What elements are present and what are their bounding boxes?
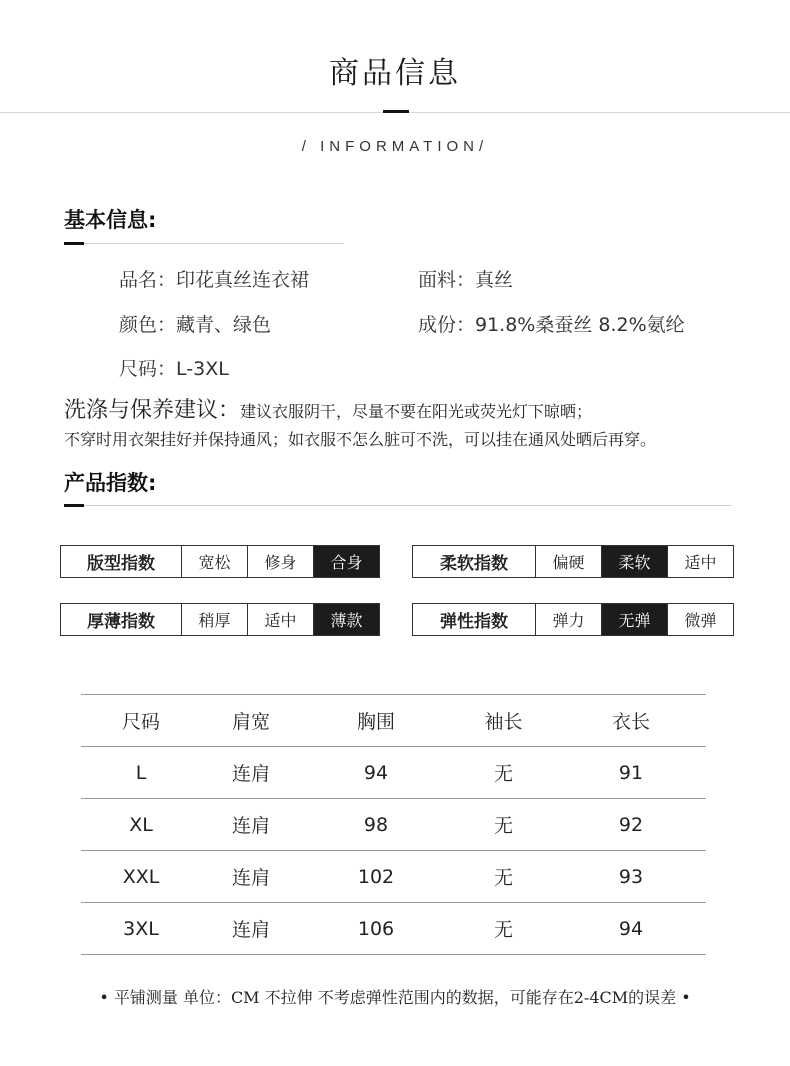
table-cell: 93 <box>556 851 706 903</box>
product-color: 颜色：藏青、绿色 <box>119 314 272 336</box>
table-cell: 无 <box>451 851 556 903</box>
table-cell: 3XL <box>81 903 201 955</box>
table-cell: 无 <box>451 747 556 799</box>
table-cell: 连肩 <box>201 747 301 799</box>
index-option-selected: 薄款 <box>313 604 379 635</box>
index-option: 宽松 <box>181 546 247 577</box>
index-mark <box>64 504 84 507</box>
table-cell: 无 <box>451 903 556 955</box>
index-rule <box>64 505 732 506</box>
table-cell: XL <box>81 799 201 851</box>
index-thickness <box>60 603 380 636</box>
index-option: 偏硬 <box>535 546 601 577</box>
table-cell: 连肩 <box>201 903 301 955</box>
index-option: 适中 <box>667 546 733 577</box>
size-table <box>81 694 706 955</box>
index-option: 微弹 <box>667 604 733 635</box>
measurement-note: • 平铺测量 单位：CM 不拉伸 不考虑弹性范围内的数据，可能存在2-4CM的误差 • <box>99 988 691 1007</box>
table-cell: 106 <box>301 903 451 955</box>
table-cell: 94 <box>301 747 451 799</box>
table-cell: 无 <box>451 799 556 851</box>
table-header: 胸围 <box>301 695 451 747</box>
index-option: 稍厚 <box>181 604 247 635</box>
product-fabric: 面料：真丝 <box>418 269 514 291</box>
index-option: 修身 <box>247 546 313 577</box>
table-cell: 91 <box>556 747 706 799</box>
table-row <box>81 903 706 955</box>
table-cell: XXL <box>81 851 201 903</box>
table-cell: 94 <box>556 903 706 955</box>
table-header: 衣长 <box>556 695 706 747</box>
index-option-selected: 柔软 <box>601 546 667 577</box>
page-title: 商品信息 <box>329 56 461 91</box>
index-option: 适中 <box>247 604 313 635</box>
index-option: 弹力 <box>535 604 601 635</box>
table-row <box>81 799 706 851</box>
index-label: 弹性指数 <box>440 612 508 632</box>
table-cell: 连肩 <box>201 851 301 903</box>
table-row <box>81 851 706 903</box>
index-option-selected: 合身 <box>313 546 379 577</box>
table-cell: 连肩 <box>201 799 301 851</box>
care-line-2: 不穿时用衣架挂好并保持通风；如衣服不怎么脏可不洗，可以挂在通风处晒后再穿。 <box>64 430 657 449</box>
table-header-row <box>81 695 706 747</box>
care-label: 洗涤与保养建议： <box>64 398 241 423</box>
index-elasticity <box>412 603 734 636</box>
index-label: 厚薄指数 <box>87 612 155 632</box>
product-composition: 成份：91.8%桑蚕丝 8.2%氨纶 <box>418 314 685 336</box>
table-cell: L <box>81 747 201 799</box>
basic-info-rule <box>64 243 344 244</box>
table-cell: 98 <box>301 799 451 851</box>
table-header: 肩宽 <box>201 695 301 747</box>
index-title: 产品指数: <box>64 471 157 495</box>
table-header: 尺码 <box>81 695 201 747</box>
table-cell: 102 <box>301 851 451 903</box>
product-name: 品名：印花真丝连衣裙 <box>119 269 310 291</box>
title-accent-dash <box>383 110 409 113</box>
basic-info-mark <box>64 242 84 245</box>
index-label: 版型指数 <box>87 554 155 574</box>
basic-info-title: 基本信息: <box>64 208 157 232</box>
index-label: 柔软指数 <box>440 554 508 574</box>
index-fit <box>60 545 380 578</box>
table-row <box>81 747 706 799</box>
table-cell: 92 <box>556 799 706 851</box>
page-subtitle: / INFORMATION/ <box>301 138 489 155</box>
care-line-1: 建议衣服阴干，尽量不要在阳光或荧光灯下晾晒； <box>240 402 593 421</box>
product-size-range: 尺码：L-3XL <box>119 358 229 380</box>
index-softness <box>412 545 734 578</box>
care-advice <box>64 393 592 424</box>
table-header: 袖长 <box>451 695 556 747</box>
index-option-selected: 无弹 <box>601 604 667 635</box>
